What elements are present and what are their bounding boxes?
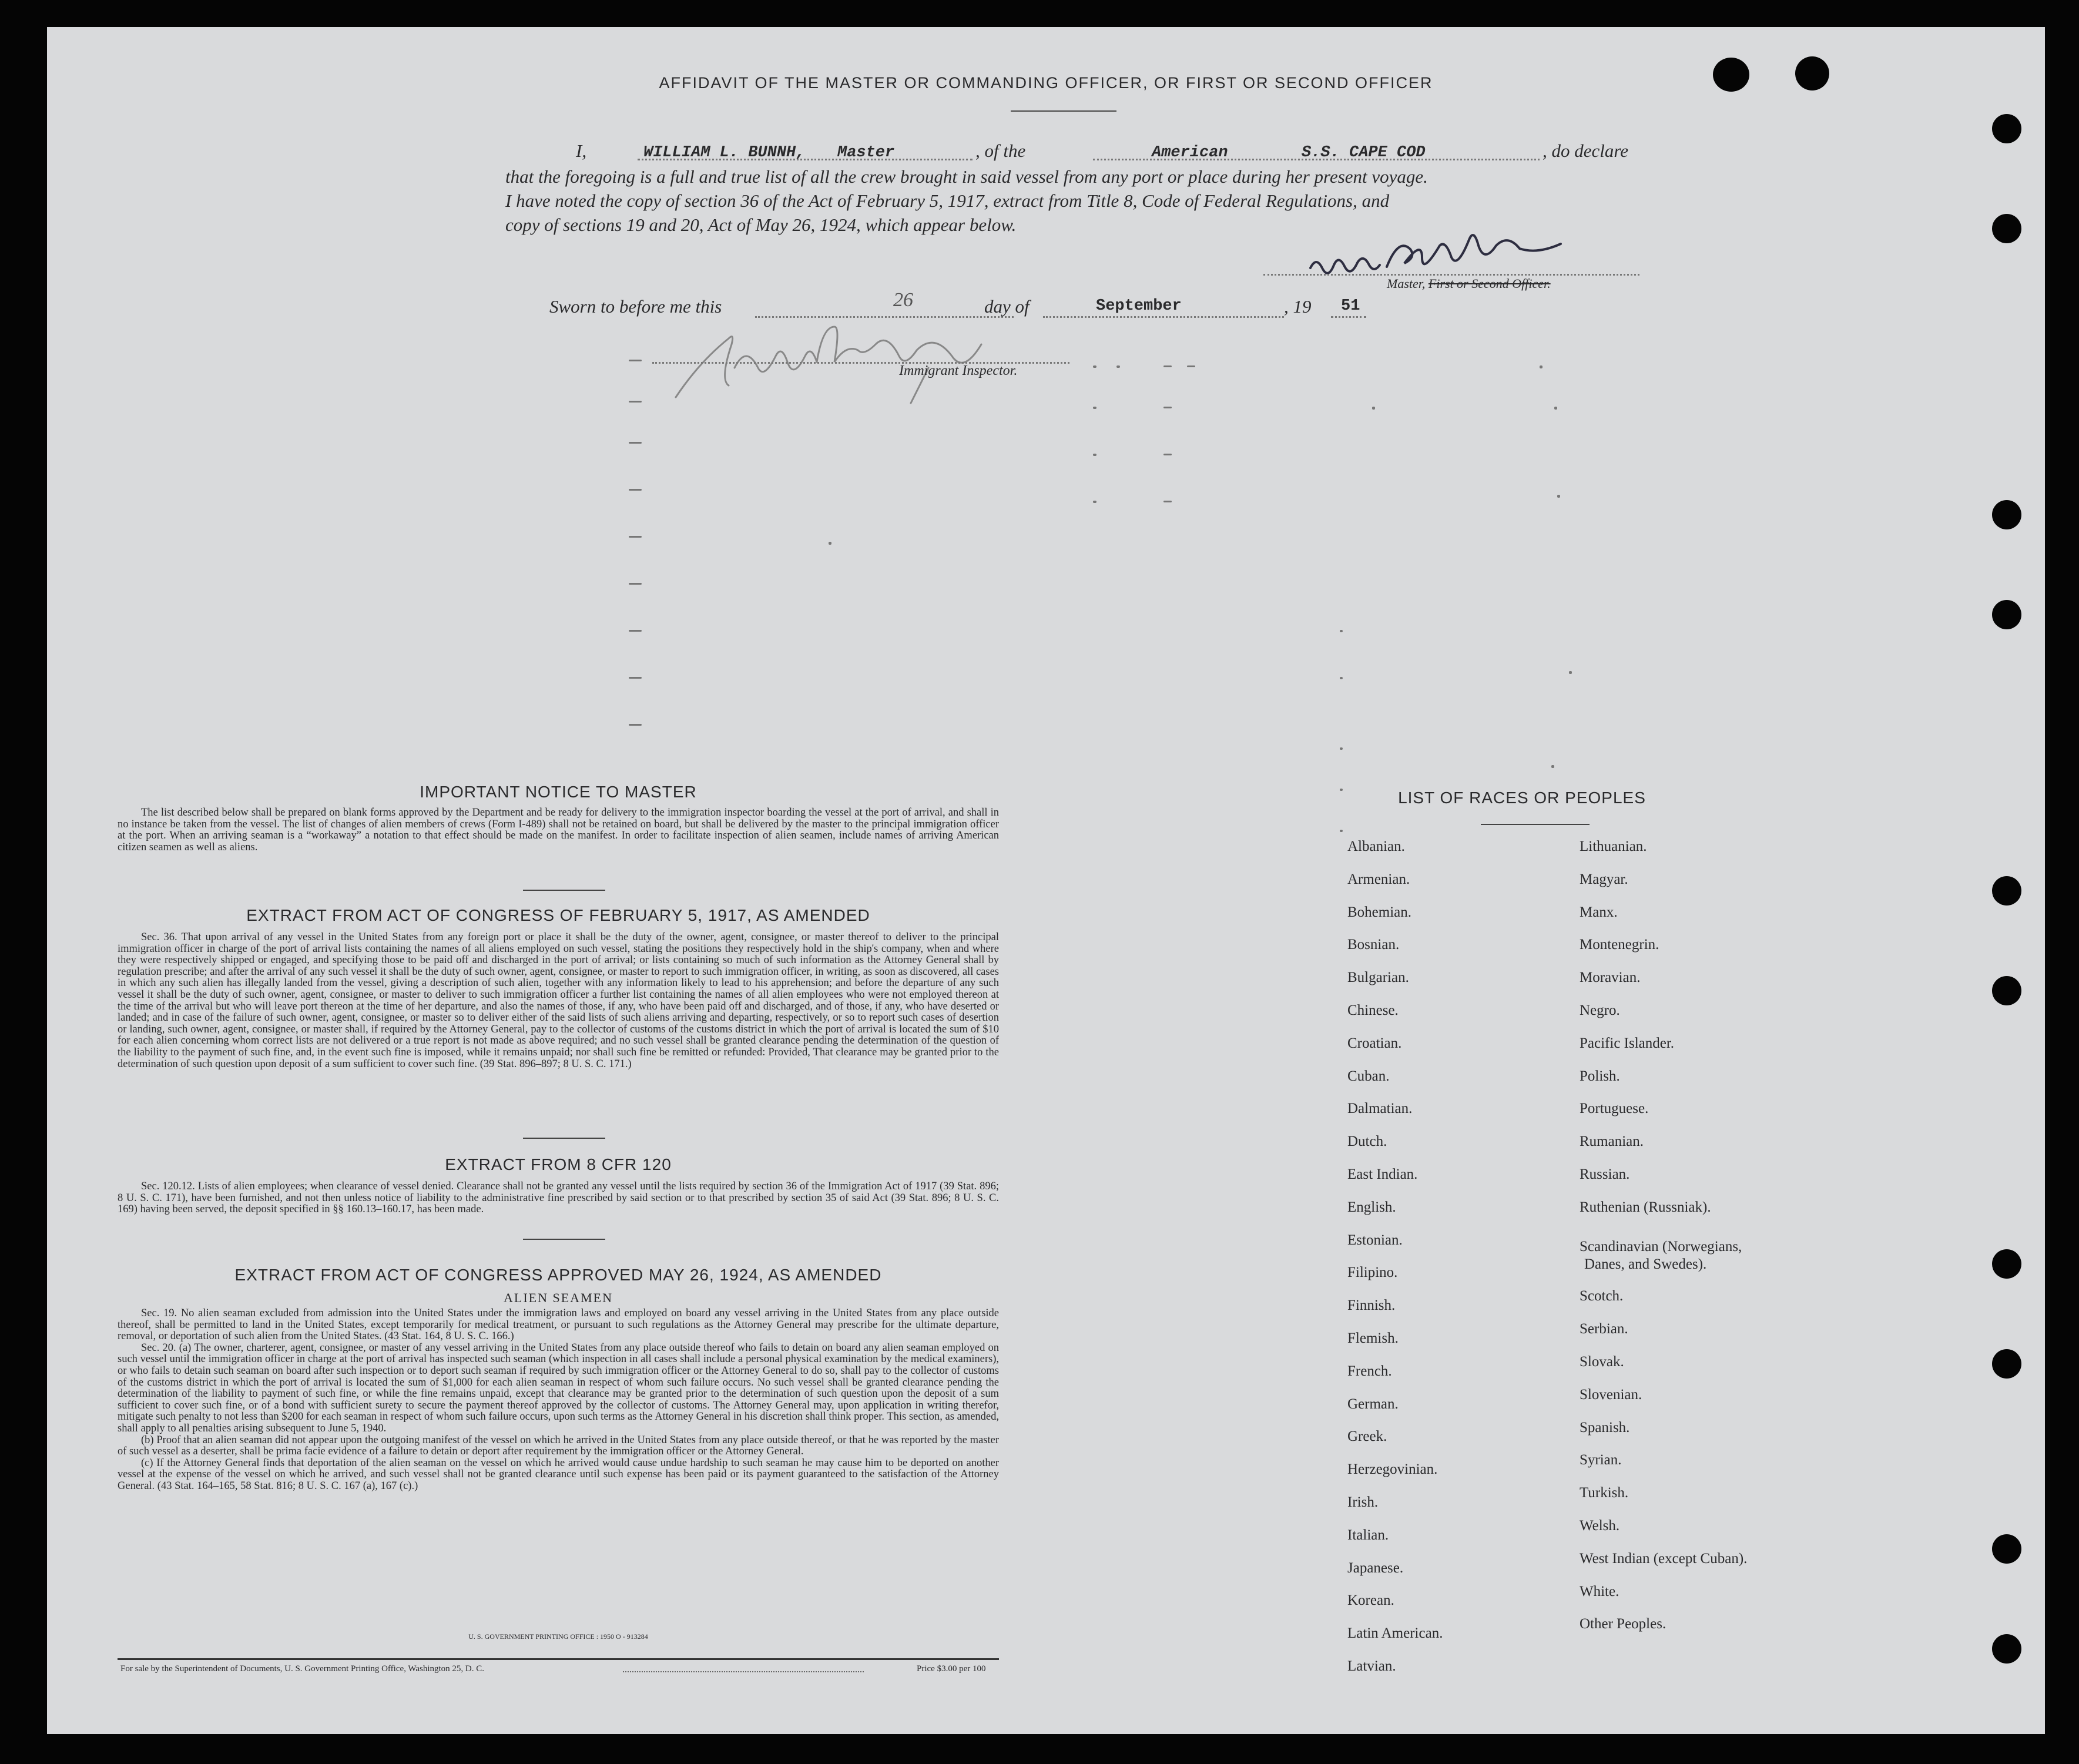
race-item: Finnish. bbox=[1347, 1297, 1396, 1314]
race-item: Ruthenian (Russniak). bbox=[1580, 1199, 1711, 1215]
declaration-line-3: I have noted the copy of section 36 of the Act of February 5, 1917, extract from Title 8, Code of Federal Regulations, and bbox=[505, 190, 1390, 211]
race-item: Negro. bbox=[1580, 1002, 1620, 1018]
race-item: Estonian. bbox=[1347, 1232, 1403, 1248]
punch-hole bbox=[1992, 500, 2021, 529]
race-item: Polish. bbox=[1580, 1068, 1620, 1084]
title-divider bbox=[1011, 110, 1116, 112]
race-item: Dalmatian. bbox=[1347, 1101, 1413, 1117]
race-item: Syrian. bbox=[1580, 1452, 1622, 1468]
extract-cfr-text: Sec. 120.12. Lists of alien employees; when clearance of vessel denied. Clearance shall not be granted any vessel until the lists required by section 36 of the Immigration Act of 1917 (39 Stat. 896; 8 U. S. C. 171), have been furnished, and not then unless notice of liability to the administrative fine prescribed by said section or to that prescribed by section 35 of said Act (39 Stat. 896; 8 U. S. C. 169) having been served, the deposit specified in §§ 160.13–160.17, has been made. bbox=[118, 1181, 999, 1216]
race-item: Serbian. bbox=[1580, 1321, 1628, 1337]
race-item: West Indian (except Cuban). bbox=[1580, 1550, 1748, 1567]
declaration-line-2: that the foregoing is a full and true list of all the crew brought in said vessel from any port or place during her present voyage. bbox=[505, 166, 1428, 187]
day-of-text: day of bbox=[984, 296, 1030, 317]
race-item: Manx. bbox=[1580, 904, 1618, 920]
race-item: East Indian. bbox=[1347, 1166, 1418, 1182]
race-item: Italian. bbox=[1347, 1527, 1389, 1543]
sworn-year: 51 bbox=[1341, 297, 1360, 315]
affidavit-title: AFFIDAVIT OF THE MASTER OR COMMANDING OFFICER, OR FIRST OR SECOND OFFICER bbox=[659, 74, 1433, 92]
section-19-text: Sec. 19. No alien seaman excluded from admission into the United States under the immigration laws and employed on board any vessel arriving in the United States from any place outside thereof, shall be permitted to land in the United States, except temporarily for medical treatment, or pursuant to such regulations as the Attorney General may prescribe for the ultimate departure, removal, or deportation of such alien from the United States. (43 Stat. 164, 8 U. S. C. 166.) bbox=[118, 1307, 999, 1343]
master-name: WILLIAM L. BUNNH, bbox=[643, 144, 806, 162]
extract-1917-heading: EXTRACT FROM ACT OF CONGRESS OF FEBRUARY 5, 1917, AS AMENDED bbox=[246, 906, 870, 924]
race-item: French. bbox=[1347, 1363, 1392, 1379]
declaration-line-4: copy of sections 19 and 20, Act of May 26, 1924, which appear below. bbox=[505, 214, 1017, 235]
punch-hole bbox=[1992, 976, 2021, 1005]
sworn-text: Sworn to before me this bbox=[549, 296, 722, 317]
punch-hole bbox=[1992, 1249, 2021, 1279]
price-notice: Price $3.00 per 100 bbox=[917, 1664, 986, 1674]
inspector-caption: Immigrant Inspector. bbox=[899, 363, 1018, 378]
race-item: Montenegrin. bbox=[1580, 937, 1659, 953]
race-item: Rumanian. bbox=[1580, 1133, 1644, 1150]
race-item: English. bbox=[1347, 1199, 1396, 1215]
vessel-nationality: American bbox=[1152, 144, 1228, 162]
race-item: Scotch. bbox=[1580, 1288, 1624, 1304]
race-item: German. bbox=[1347, 1396, 1399, 1412]
race-item: Bohemian. bbox=[1347, 904, 1412, 920]
race-item: Armenian. bbox=[1347, 871, 1410, 887]
signature-caption bbox=[1387, 276, 1551, 291]
race-item: Bulgarian. bbox=[1347, 970, 1409, 986]
section-20c-text: (c) If the Attorney General finds that deportation of the alien seaman on the vessel on which he arrived would cause undue hardship to such seaman he may cause him to be deported on another vessel at the expense of the vessel on which he arrived, and such vessel shall not be granted clearance until such expense has been paid or its payment guaranteed to the satisfaction of the Attorney General. (43 Stat. 164–165, 58 Stat. 816; 8 U. S. C. 167 (a), 167 (c).) bbox=[118, 1457, 999, 1492]
caption-master: Master, bbox=[1387, 276, 1429, 291]
punch-hole bbox=[1992, 1534, 2021, 1564]
punch-hole bbox=[1992, 876, 2021, 906]
race-item: Welsh. bbox=[1580, 1518, 1620, 1534]
race-item: Herzegovinian. bbox=[1347, 1461, 1438, 1478]
officer-rank: Master bbox=[837, 144, 895, 162]
alien-seamen-subheading: ALIEN SEAMEN bbox=[504, 1290, 613, 1305]
for-sale-notice: For sale by the Superintendent of Documents, U. S. Government Printing Office, Washington 25, D. C. bbox=[120, 1664, 484, 1674]
race-item: Croatian. bbox=[1347, 1035, 1402, 1051]
sworn-month: September bbox=[1096, 297, 1182, 315]
notice-heading: IMPORTANT NOTICE TO MASTER bbox=[420, 783, 697, 801]
race-item: Moravian. bbox=[1580, 970, 1641, 986]
pronoun-i: I, bbox=[576, 140, 587, 161]
extract-cfr-heading: EXTRACT FROM 8 CFR 120 bbox=[445, 1155, 672, 1173]
section-20b-text: (b) Proof that an alien seaman did not appear upon the outgoing manifest of the vessel on which he arrived in the United States from any place outside thereof, or that he was reported by the master of such vessel as a deserter, shall be prima facie evidence of a failure to detain or deport after requirement by the immigration officer or the Attorney General. bbox=[118, 1434, 999, 1458]
sworn-day: 26 bbox=[893, 289, 913, 311]
gpo-imprint: U. S. GOVERNMENT PRINTING OFFICE : 1950 O - 913284 bbox=[468, 1632, 648, 1641]
race-item: Albanian. bbox=[1347, 839, 1405, 854]
race-item: Latvian. bbox=[1347, 1658, 1396, 1674]
race-item: Pacific Islander. bbox=[1580, 1035, 1675, 1051]
race-item: Lithuanian. bbox=[1580, 839, 1647, 854]
races-heading: LIST OF RACES OR PEOPLES bbox=[1398, 789, 1646, 807]
race-item: Flemish. bbox=[1347, 1330, 1399, 1346]
scandinavian-line-2: Danes, and Swedes). bbox=[1584, 1256, 1707, 1272]
race-item: Latin American. bbox=[1347, 1625, 1443, 1642]
race-item: Slovak. bbox=[1580, 1354, 1624, 1370]
race-item: Magyar. bbox=[1580, 871, 1628, 887]
document-page bbox=[47, 27, 2045, 1734]
race-item: Other Peoples. bbox=[1580, 1616, 1666, 1632]
race-item: Bosnian. bbox=[1347, 937, 1400, 953]
punch-hole bbox=[1992, 114, 2021, 143]
race-item: Irish. bbox=[1347, 1494, 1379, 1510]
declaration-line-1 bbox=[505, 139, 1663, 165]
race-item: Portuguese. bbox=[1580, 1101, 1649, 1117]
caption-struck-officer: First or Second Officer. bbox=[1428, 276, 1551, 291]
punch-hole bbox=[1992, 1349, 2021, 1379]
punch-hole bbox=[1992, 600, 2021, 629]
year-prefix: , 19 bbox=[1284, 296, 1312, 317]
punch-hole bbox=[1992, 214, 2021, 243]
race-item: Russian. bbox=[1580, 1166, 1630, 1182]
race-item: Turkish. bbox=[1580, 1485, 1629, 1501]
race-item-scandinavian bbox=[1580, 1238, 1742, 1273]
race-item: Filipino. bbox=[1347, 1265, 1398, 1281]
race-item: Greek. bbox=[1347, 1428, 1387, 1445]
section-20a-text: Sec. 20. (a) The owner, charterer, agent, consignee, or master of any vessel arriving in the United States from any place outside thereof who fails to detain on board any alien seaman employed on such vessel until the immigration officer in charge at the port of arrival has inspected such seaman (which inspection in all cases shall include a personal physical examination by the medical examiners), or who fails to detain such seaman on board after such inspection or to deport such seaman if required by such immigration officer or the Attorney General to do so, shall pay to the collector of customs of the customs district in which the port of arrival is located the sum of $1,000 for each alien seaman in respect of whom such failure occurs. No such vessel shall be granted clearance pending the determination of the liability to payment of such fine, or while the fine remains unpaid, except that clearance may be granted prior to the determination of such question upon the deposit of a sum sufficient to cover such fine, or of a bond with sufficient surety to secure the payment thereof approved by the collector of customs. The Attorney General may, upon application in writing therefor, mitigate such penalty to not less than $200 for each seaman in respect of whom such failure occurs, upon such terms as the Attorney General in his discretion shall think proper. This section, as amended, shall apply to all penalties arising subsequent to June 5, 1940. bbox=[118, 1342, 999, 1434]
race-item: Slovenian. bbox=[1580, 1386, 1642, 1403]
extract-1924-heading: EXTRACT FROM ACT OF CONGRESS APPROVED MAY 26, 1924, AS AMENDED bbox=[234, 1266, 882, 1284]
race-item: Dutch. bbox=[1347, 1133, 1387, 1150]
of-the-text: , of the bbox=[975, 140, 1026, 161]
punch-hole bbox=[1992, 1634, 2021, 1664]
extract-1917-text: Sec. 36. That upon arrival of any vessel in the United States from any foreign port or place it shall be the duty of the owner, agent, consignee, or master thereof to deliver to the principal immigration officer in charge of the port of arrival lists containing the names of all aliens employed on such vessel, stating the positions they respectively hold in the ship's company, when and where they were respectively shipped or engaged, and specifying those to be paid off and discharged in the port of arrival; or lists containing so much of such information as the Attorney General shall by regulation prescribe; and after the arrival of any such vessel it shall be the duty of such owner, agent, consignee, or master to report to such immigration officer, in writing, as soon as discovered, all cases in which any such alien has illegally landed from the vessel, giving a description of such alien, together with any information likely to lead to his apprehension; and before the departure of any such vessel it shall be the duty of such owner, agent, consignee, or master to deliver to such immigration officer a further list containing the names of all alien employees who were not employed thereon at the time of the arrival but who will leave port thereon at the time of her departure, and also the names of those, if any, who have been paid off and discharged, and of those, if any, who have deserted or landed; and in case of the failure of such owner, agent, consignee, or master so to deliver either of the said lists of such aliens arriving and departing, respectively, or so to report such cases of desertion or landing, such owner, agent, consignee, or master shall, if required by the Attorney General, pay to the collector of customs of the customs district in which the port of arrival is located the sum of $10 for each alien concerning whom correct lists are not delivered or a true report is not made as above required; and no such vessel shall be granted clearance pending the determination of the question of the liability to the payment of such fine, and, in the event such fine is imposed, while it remains unpaid; nor shall such fine be remitted or refunded: Provided, That clearance may be granted prior to the determination of such question upon deposit of a sum sufficient to cover such fine. (39 Stat. 896–897; 8 U. S. C. 171.) bbox=[118, 931, 999, 1070]
vessel-name: S.S. CAPE COD bbox=[1302, 144, 1426, 162]
do-declare-text: , do declare bbox=[1543, 140, 1629, 161]
race-item: Cuban. bbox=[1347, 1068, 1390, 1084]
race-item: White. bbox=[1580, 1583, 1619, 1599]
scandinavian-line-1: Scandinavian (Norwegians, bbox=[1580, 1238, 1742, 1255]
race-item: Chinese. bbox=[1347, 1002, 1399, 1018]
race-item: Japanese. bbox=[1347, 1560, 1404, 1576]
notice-text: The list described below shall be prepared on blank forms approved by the Department and be ready for delivery to the immigration inspector boarding the vessel at the port of arrival, and shall in no instance be taken from the vessel. The list of changes of alien members of crews (Form I-489) shall not be retained on board, but shall be delivered by the master to the principal immigration officer at the port. When an arriving seaman is a “workaway” a notation to that effect should be made on the manifest. In order to facilitate inspection of alien seamen, include names of arriving American citizen seamen as well as aliens. bbox=[118, 807, 999, 853]
race-item: Korean. bbox=[1347, 1592, 1394, 1609]
extract-1924-text bbox=[118, 1308, 999, 1493]
race-item: Spanish. bbox=[1580, 1419, 1630, 1436]
